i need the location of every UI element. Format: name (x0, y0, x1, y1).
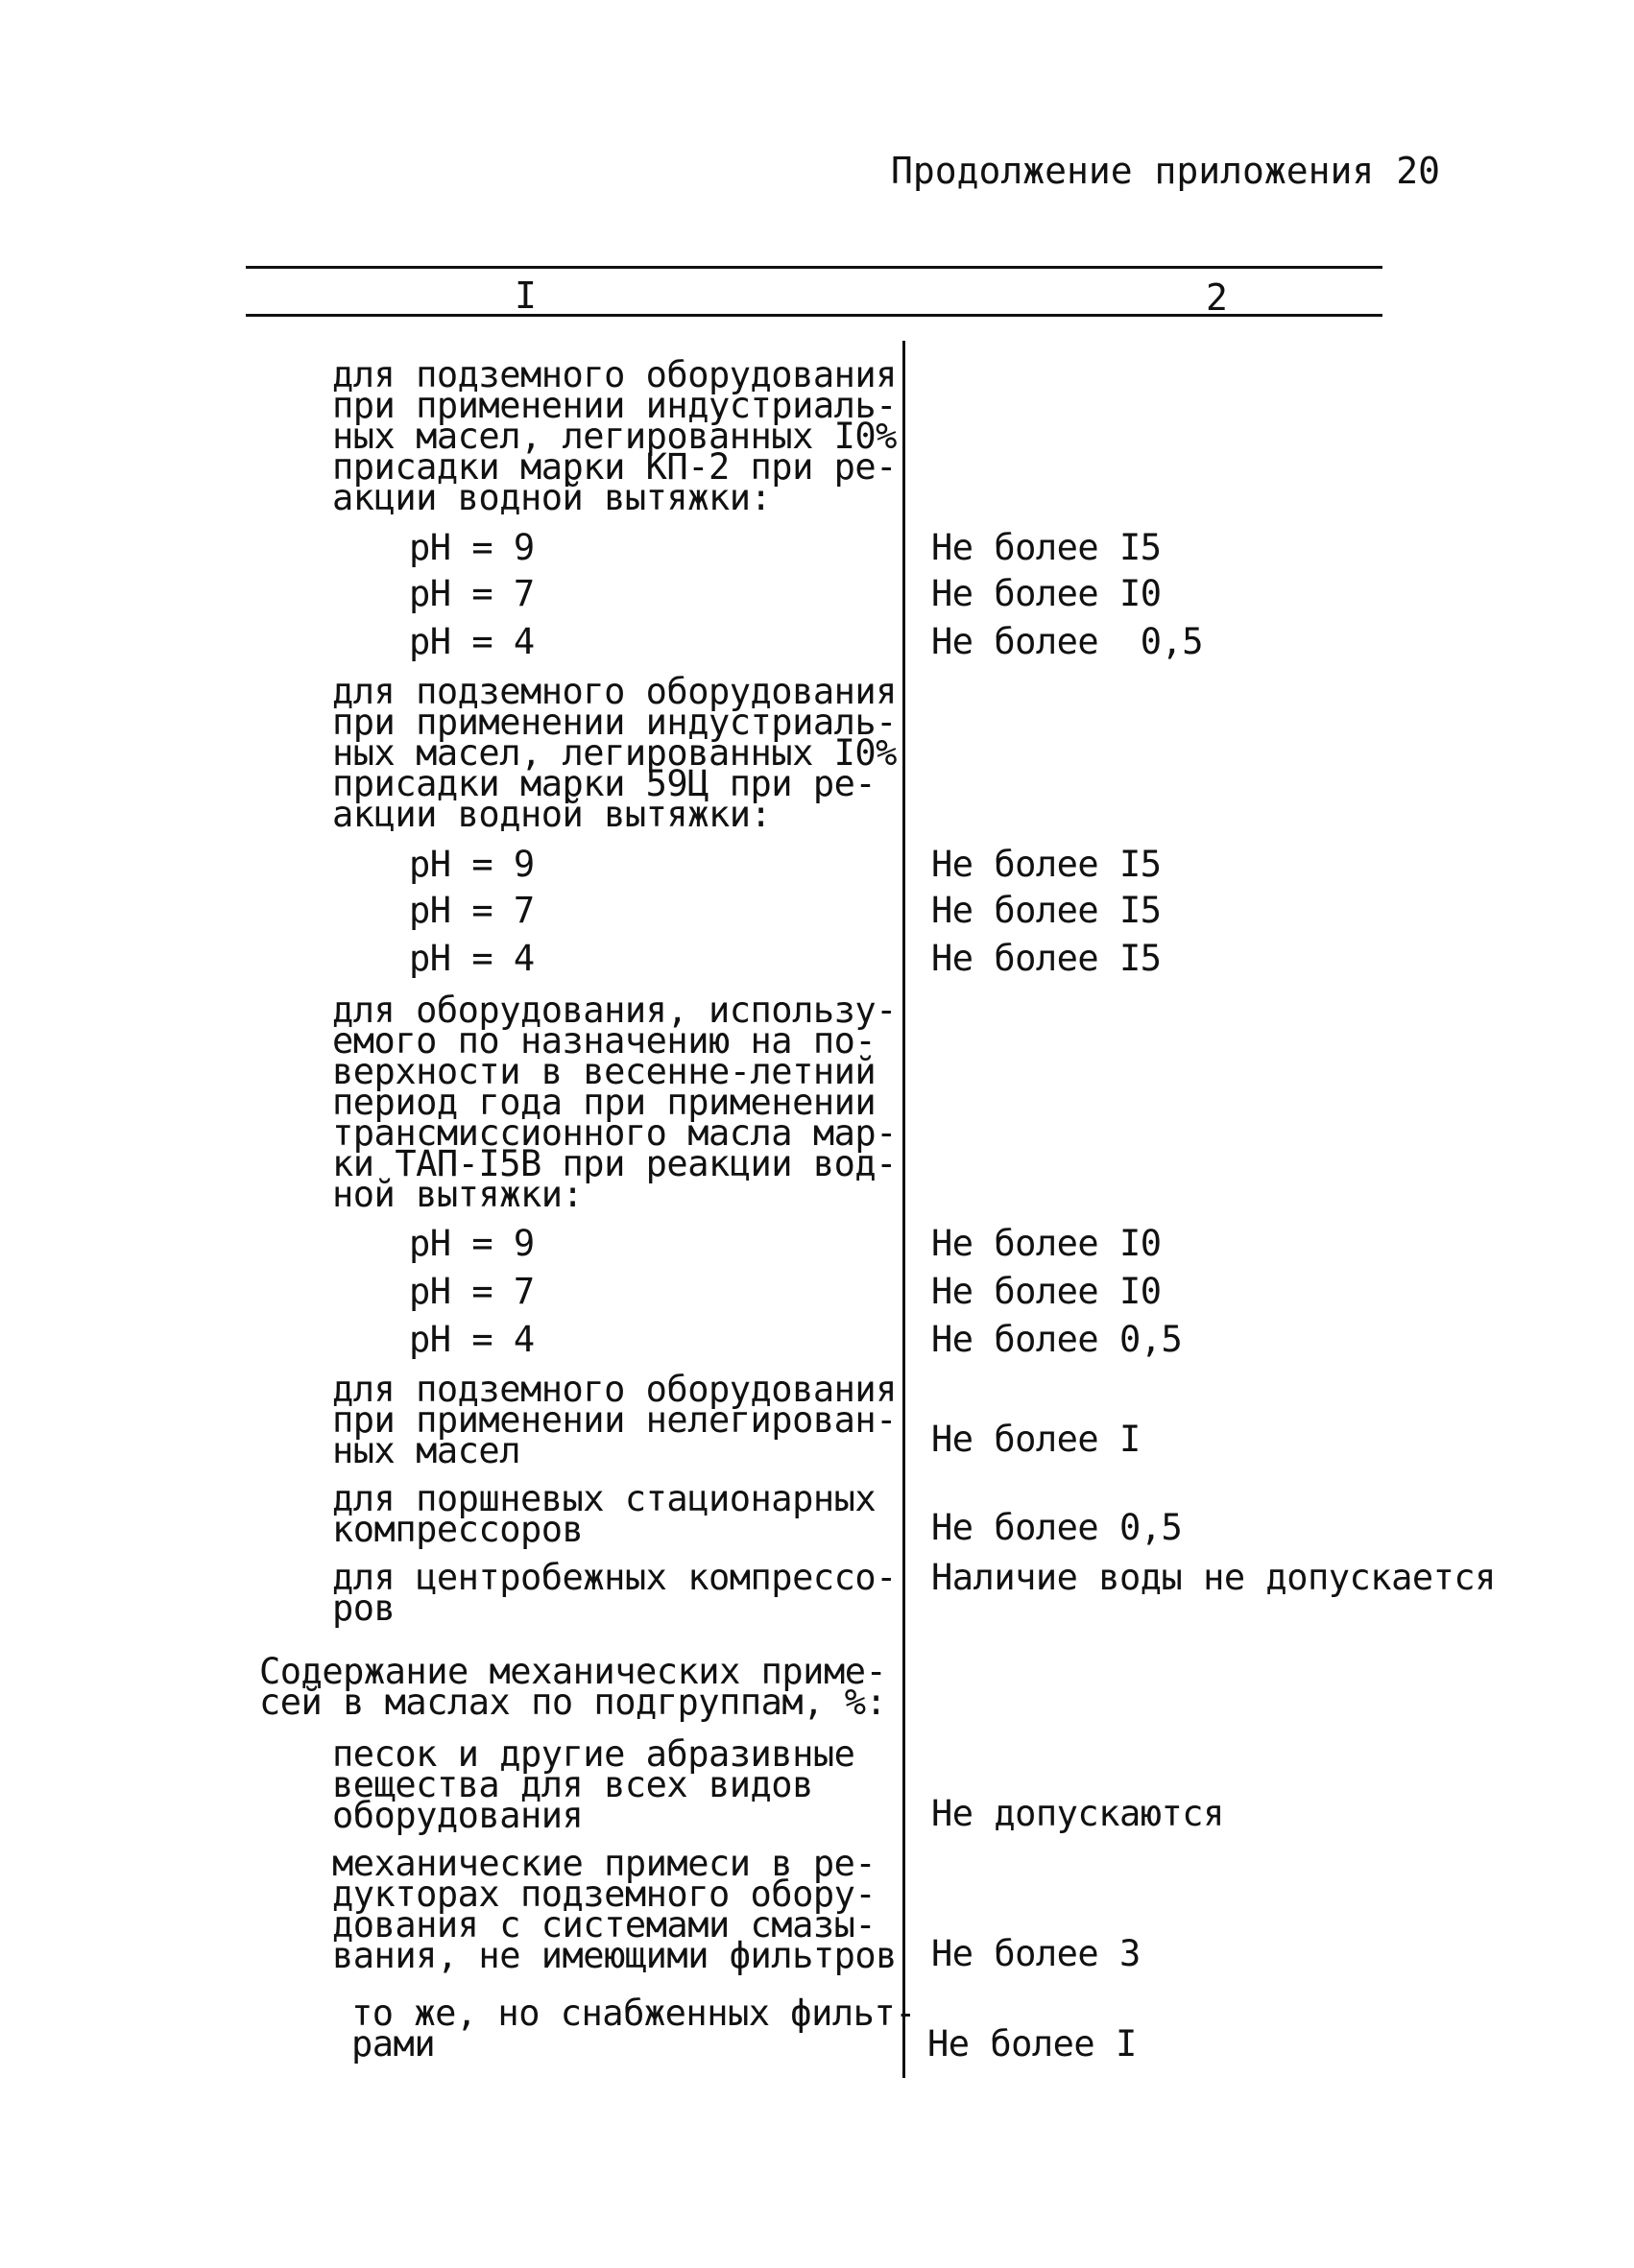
column-1-header: I (515, 275, 537, 317)
row-2-left: pH = 9 (409, 527, 535, 568)
row-13-left: для подземного оборудования при применении нелегирован- ных масел (332, 1369, 897, 1471)
continuation-header: Продолжение приложения 20 (891, 150, 1440, 192)
row-4-left: pH = 4 (409, 621, 535, 662)
row-15-right: Наличие воды не допускается (931, 1557, 1496, 1598)
row-3-left: pH = 7 (409, 573, 535, 614)
row-2-right: Не более I5 (931, 527, 1162, 568)
row-8-right: Не более I5 (931, 938, 1162, 979)
row-17-left: песок и другие абразивные вещества для всех видов оборудования (332, 1733, 855, 1836)
column-divider (902, 341, 905, 2078)
row-18-right: Не более 3 (931, 1933, 1141, 1974)
row-10-left: pH = 9 (409, 1223, 535, 1264)
table-top-rule (246, 266, 1382, 269)
row-1-left: для подземного оборудования при применении индустриаль- ных масел, легированных I0% присадки марки КП-2 при ре- акции водной вытяжки: (332, 354, 897, 518)
row-7-right: Не более I5 (931, 890, 1162, 931)
row-5-left: для подземного оборудования при применении индустриаль- ных масел, легированных I0% присадки марки 59Ц при ре- акции водной вытяжки: (332, 671, 897, 835)
row-16-left: Содержание механических приме- сей в маслах по подгруппам, %: (259, 1651, 887, 1723)
row-3-right: Не более I0 (931, 573, 1162, 614)
column-2-header: 2 (1206, 276, 1228, 319)
row-11-right: Не более I0 (931, 1271, 1162, 1312)
row-10-right: Не более I0 (931, 1223, 1162, 1264)
row-15-left: для центробежных компрессо- ров (332, 1557, 897, 1629)
row-12-right: Не более 0,5 (931, 1319, 1183, 1360)
row-6-left: pH = 9 (409, 844, 535, 885)
row-14-left: для поршневых стационарных компрессоров (332, 1478, 877, 1550)
row-14-right: Не более 0,5 (931, 1507, 1183, 1548)
row-19-right: Не более I (927, 2023, 1137, 2065)
row-12-left: pH = 4 (409, 1319, 535, 1360)
row-19-left: то же, но снабженных фильт- рами (351, 1993, 916, 2065)
row-4-right: Не более 0,5 (931, 621, 1204, 662)
row-11-left: pH = 7 (409, 1271, 535, 1312)
row-9-left: для оборудования, использу- емого по назначению на по- верхности в весенне-летний период года при применении трансмиссионного масла мар- ки ТАП-I5В при реакции вод- ной вытяжки: (332, 990, 897, 1215)
row-17-right: Не допускаются (931, 1793, 1224, 1834)
row-18-left: механические примеси в ре- дукторах подземного обору- дования с системами смазы- вания, не имеющими фильтров (332, 1843, 897, 1976)
row-13-right: Не более I (931, 1419, 1141, 1460)
row-7-left: pH = 7 (409, 890, 535, 931)
row-6-right: Не более I5 (931, 844, 1162, 885)
row-8-left: pH = 4 (409, 938, 535, 979)
